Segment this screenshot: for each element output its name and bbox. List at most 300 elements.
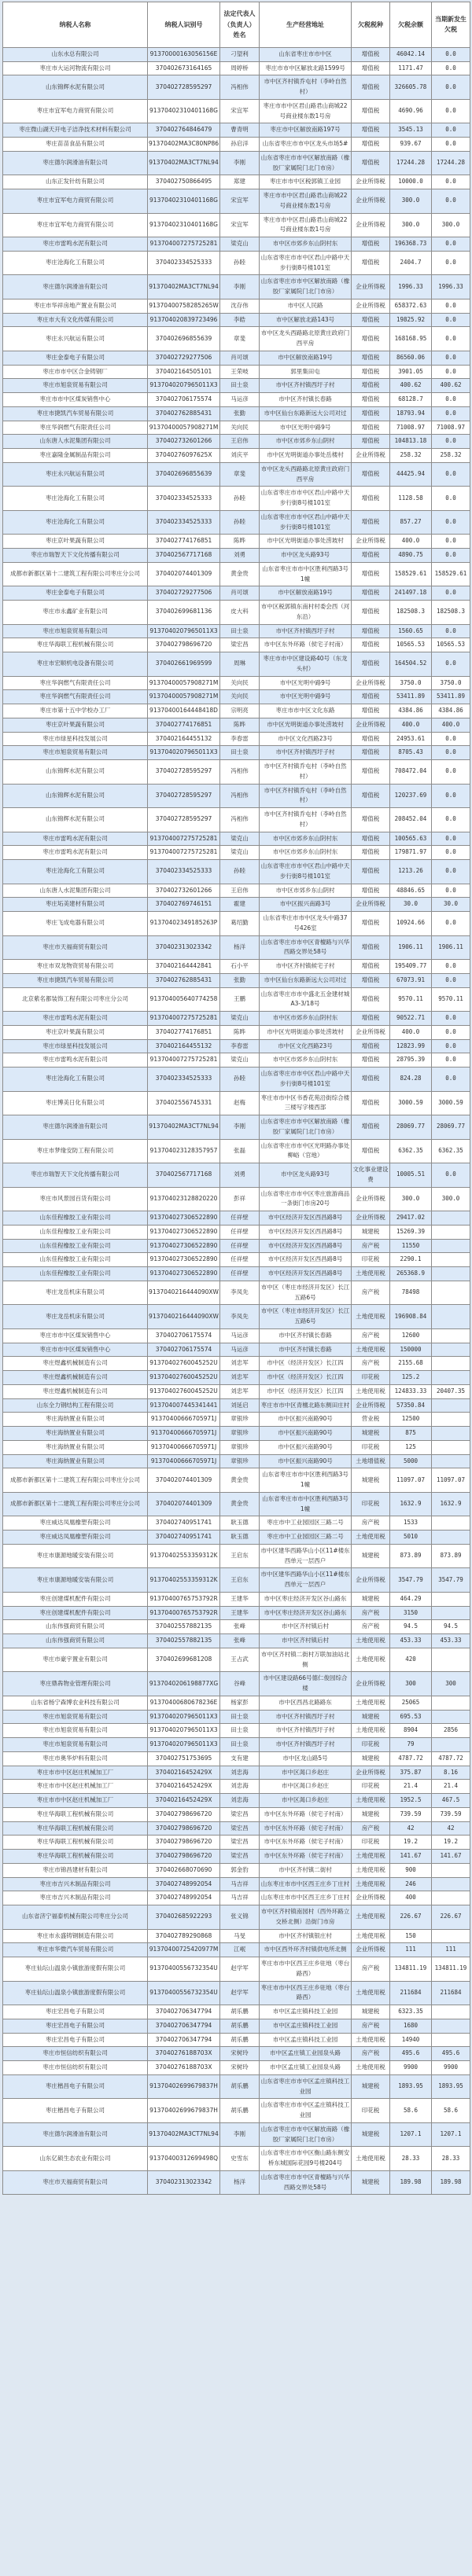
cell-address: 山东省枣庄市市中区解放南路（橡胶厂家属院门北门市房） xyxy=(260,1115,352,1140)
cell-arrears-balance: 739.59 xyxy=(390,1807,432,1821)
cell-address: 市中区孟庄镇工业园泉头路 xyxy=(260,2047,352,2061)
cell-taxpayer-name: 枣庄市豪宇置业有限公司 xyxy=(3,1648,148,1672)
cell-taxpayer-name: 枣庄飞成电器有限公司 xyxy=(3,912,148,936)
table-row xyxy=(3,1794,470,1808)
cell-new-arrears xyxy=(432,1427,470,1441)
cell-address: 山东省枣庄市市中区君山中路中天步行街8号楼101室 xyxy=(260,487,352,511)
table-row xyxy=(3,1710,470,1724)
table-row xyxy=(3,1724,470,1738)
cell-new-arrears xyxy=(432,1440,470,1454)
cell-taxpayer-name: 山东佳程橡胶工业有限公司 xyxy=(3,1253,148,1267)
cell-taxpayer-name: 山东伟强商贸有限公司 xyxy=(3,1620,148,1634)
cell-new-arrears: 9570.11 xyxy=(432,987,470,1012)
cell-arrears-balance: 19825.92 xyxy=(390,313,432,327)
cell-taxpayer-id: 9137040207965011X3 xyxy=(148,1710,220,1724)
cell-tax-type: 增值税 xyxy=(352,406,390,421)
cell-new-arrears: 226.67 xyxy=(432,1905,470,1930)
cell-arrears-balance: 495.6 xyxy=(390,2047,432,2061)
cell-taxpayer-id: 91370402760045252U xyxy=(148,1357,220,1371)
cell-taxpayer-name: 枣庄市恒信纺织有限公司 xyxy=(3,2061,148,2075)
table-row xyxy=(3,973,470,987)
cell-arrears-balance: 5000 xyxy=(390,1454,432,1468)
cell-address: 市中区齐村镇西圩子村 xyxy=(260,746,352,760)
table-row xyxy=(3,435,470,449)
cell-taxpayer-id: 91370400765753792R xyxy=(148,1606,220,1620)
cell-taxpayer-id: 370402728595297 xyxy=(148,784,220,808)
cell-taxpayer-id: 370402728595297 xyxy=(148,75,220,100)
cell-arrears-balance: 9570.11 xyxy=(390,987,432,1012)
cell-tax-type: 企业所得税 xyxy=(352,1943,390,1957)
table-row xyxy=(3,1751,470,1766)
cell-tax-type: 房产税 xyxy=(352,1957,390,1982)
cell-taxpayer-name: 枣庄沧海化工有限公司 xyxy=(3,1068,148,1092)
cell-taxpayer-id: 370402567717168 xyxy=(148,549,220,563)
cell-taxpayer-name: 枣庄德尔润滑油有限公司 xyxy=(3,151,148,175)
table-row xyxy=(3,1606,470,1620)
table-row xyxy=(3,987,470,1012)
cell-address: 市中区孟庄镇科技工业园 xyxy=(260,2033,352,2047)
cell-address: 枣庄市市中区书香花苑沿街综合楼三楼写字楼西部 xyxy=(260,1091,352,1115)
cell-taxpayer-id: 370402074401309 xyxy=(148,562,220,586)
cell-tax-type: 房产税 xyxy=(352,1239,390,1253)
cell-legal-rep: 孙启洋 xyxy=(220,138,260,152)
cell-address: 枣庄市市中区文化东路 xyxy=(260,704,352,718)
cell-legal-rep: 李凤先 xyxy=(220,1305,260,1329)
cell-taxpayer-id: 370402706347794 xyxy=(148,2019,220,2033)
cell-arrears-balance: 168168.95 xyxy=(390,327,432,351)
cell-address: 市中区齐村镇乔屯村（李岭自然村） xyxy=(260,75,352,100)
cell-address: 市中区龙头路93号 xyxy=(260,549,352,563)
cell-taxpayer-name: 枣庄煜鑫机械制造有公司 xyxy=(3,1357,148,1371)
cell-legal-rep: 皮大科 xyxy=(220,601,260,625)
cell-new-arrears xyxy=(432,1710,470,1724)
cell-taxpayer-id: 913704007275725281 xyxy=(148,832,220,846)
cell-address: 市中区龙头西路路北原黄庄政府门西平房 xyxy=(260,462,352,487)
cell-arrears-balance: 8904 xyxy=(390,1724,432,1738)
cell-tax-type: 增值税 xyxy=(352,1115,390,1140)
cell-legal-rep: 关向民 xyxy=(220,421,260,435)
cell-taxpayer-id: 91370400725420977M xyxy=(148,1943,220,1957)
cell-new-arrears: 9900 xyxy=(432,2061,470,2075)
table-row xyxy=(3,832,470,846)
cell-new-arrears xyxy=(432,1357,470,1371)
cell-legal-rep: 田士泉 xyxy=(220,1724,260,1738)
cell-taxpayer-id: 91370400765753792R xyxy=(148,1592,220,1606)
cell-new-arrears: 71008.97 xyxy=(432,421,470,435)
cell-arrears-balance: 708472.04 xyxy=(390,760,432,785)
cell-new-arrears: 0.0 xyxy=(432,652,470,677)
cell-tax-type: 印花税 xyxy=(352,1836,390,1850)
cell-taxpayer-name: 成都市新都区第十二建筑工程有限公司枣庄分公司 xyxy=(3,562,148,586)
cell-legal-rep: 梁宏昌 xyxy=(220,1850,260,1864)
cell-arrears-balance: 9900 xyxy=(390,2061,432,2075)
cell-new-arrears xyxy=(432,1328,470,1343)
cell-new-arrears: 0.0 xyxy=(432,123,470,138)
cell-legal-rep: 任祥壁 xyxy=(220,1239,260,1253)
cell-taxpayer-name: 枣庄海纳置业有限公司 xyxy=(3,1440,148,1454)
cell-tax-type: 增值税 xyxy=(352,1012,390,1026)
table-row xyxy=(3,1091,470,1115)
cell-new-arrears xyxy=(432,1531,470,1545)
cell-tax-type: 增值税 xyxy=(352,846,390,860)
cell-new-arrears xyxy=(432,1738,470,1752)
cell-address: 市中区齐村镇长春路 xyxy=(260,393,352,407)
cell-tax-type: 城建税 xyxy=(352,1427,390,1441)
cell-taxpayer-name: 枣庄市捷凯汽车贸易有限公司 xyxy=(3,973,148,987)
cell-taxpayer-name: 山东锦辉水泥有限公司 xyxy=(3,808,148,832)
cell-arrears-balance: 2404.7 xyxy=(390,251,432,275)
cell-taxpayer-id: 370402774176851 xyxy=(148,718,220,732)
cell-arrears-balance: 400.62 xyxy=(390,379,432,393)
cell-arrears-balance: 17244.28 xyxy=(390,151,432,175)
cell-taxpayer-id: 370402334525333 xyxy=(148,251,220,275)
cell-legal-rep: 梁宏昌 xyxy=(220,1821,260,1836)
cell-tax-type: 土地使用税 xyxy=(352,1905,390,1930)
cell-legal-rep: 孙睦 xyxy=(220,1068,260,1092)
cell-legal-rep: 赵梅 xyxy=(220,1091,260,1115)
cell-arrears-balance: 226.67 xyxy=(390,1905,432,1930)
cell-taxpayer-id: 370402798696720 xyxy=(148,1850,220,1864)
table-row xyxy=(3,2005,470,2019)
cell-legal-rep: 孙睦 xyxy=(220,860,260,884)
cell-taxpayer-id: 91370402760045252U xyxy=(148,1384,220,1398)
table-row xyxy=(3,175,470,189)
table-row xyxy=(3,487,470,511)
cell-tax-type: 增值税 xyxy=(352,704,390,718)
cell-arrears-balance: 141.67 xyxy=(390,1850,432,1864)
cell-arrears-balance: 1128.58 xyxy=(390,487,432,511)
cell-legal-rep: 杨洋 xyxy=(220,935,260,960)
cell-taxpayer-name: 枣庄市大运河物流有限公司 xyxy=(3,61,148,75)
cell-taxpayer-name: 山东亿硕生态农业有限公司 xyxy=(3,2147,148,2171)
cell-tax-type: 增值税 xyxy=(352,638,390,652)
cell-tax-type: 增值税 xyxy=(352,379,390,393)
cell-taxpayer-id: 370402732601266 xyxy=(148,884,220,898)
table-row xyxy=(3,2061,470,2075)
cell-taxpayer-id: 913704007275725281 xyxy=(148,1012,220,1026)
cell-address: 市中区解放北路143号 xyxy=(260,313,352,327)
cell-address: 市中区（经济开发区）长江四 xyxy=(260,1357,352,1371)
cell-new-arrears xyxy=(432,1211,470,1226)
cell-legal-rep: 梁宏昌 xyxy=(220,1807,260,1821)
cell-taxpayer-name: 枣庄华海联工程机械有限公司 xyxy=(3,638,148,652)
cell-legal-rep: 刘勇 xyxy=(220,1163,260,1188)
cell-arrears-balance: 857.27 xyxy=(390,510,432,535)
cell-new-arrears: 58.6 xyxy=(432,2099,470,2123)
cell-legal-rep: 胡乐鹏 xyxy=(220,2019,260,2033)
cell-address: 市中区东外环路（侯宅子村南） xyxy=(260,1850,352,1864)
cell-address: 市中区（经济开发区）长江四 xyxy=(260,1371,352,1385)
table-row xyxy=(3,884,470,898)
cell-taxpayer-name: 枣庄永兴航运有限公司 xyxy=(3,327,148,351)
cell-taxpayer-id: 91370402MA3CT7NL94 xyxy=(148,275,220,299)
cell-legal-rep: 张磊 xyxy=(220,1139,260,1163)
cell-taxpayer-name: 枣庄市天福商贸有限公司 xyxy=(3,2170,148,2195)
table-row xyxy=(3,2047,470,2061)
cell-new-arrears: 0.0 xyxy=(432,1025,470,1039)
cell-new-arrears: 0.0 xyxy=(432,624,470,638)
cell-tax-type: 房产税 xyxy=(352,1606,390,1620)
table-row xyxy=(3,99,470,123)
cell-legal-rep: 曹青明 xyxy=(220,123,260,138)
cell-tax-type: 文化事业建设费 xyxy=(352,1163,390,1188)
table-row xyxy=(3,935,470,960)
table-row xyxy=(3,1267,470,1281)
table-row xyxy=(3,601,470,625)
cell-new-arrears xyxy=(432,1413,470,1427)
cell-arrears-balance: 3545.13 xyxy=(390,123,432,138)
cell-tax-type: 土地增值税 xyxy=(352,1454,390,1468)
table-row xyxy=(3,1891,470,1905)
cell-taxpayer-id: 370402557882135 xyxy=(148,1620,220,1634)
cell-arrears-balance: 12600 xyxy=(390,1328,432,1343)
cell-taxpayer-id: 370402798696720 xyxy=(148,1821,220,1836)
cell-tax-type: 印花税 xyxy=(352,1253,390,1267)
cell-address: 郭里集田屯 xyxy=(260,365,352,379)
cell-taxpayer-name: 枣庄威达凤凰橡塑有限公司 xyxy=(3,1531,148,1545)
cell-tax-type: 土地使用税 xyxy=(352,2061,390,2075)
cell-taxpayer-id: 37040216452429X xyxy=(148,1780,220,1794)
cell-legal-rep: 刘忠海 xyxy=(220,1780,260,1794)
cell-taxpayer-name: 枣庄市宜军电力商贸有限公司 xyxy=(3,99,148,123)
cell-address: 市中区解放南路19号 xyxy=(260,351,352,365)
cell-tax-type: 增值税 xyxy=(352,784,390,808)
cell-arrears-balance: 464.29 xyxy=(390,1592,432,1606)
cell-taxpayer-name: 枣庄市绿星科技发展公司 xyxy=(3,1039,148,1053)
cell-address: 山东省枣庄市市中区胜利西路3号1幢 xyxy=(260,1468,352,1493)
cell-taxpayer-id: 370402748992054 xyxy=(148,1877,220,1891)
table-row xyxy=(3,449,470,463)
cell-legal-rep: 章斐 xyxy=(220,327,260,351)
cell-arrears-balance: 12500 xyxy=(390,1413,432,1427)
cell-legal-rep: 宗明亮 xyxy=(220,704,260,718)
cell-arrears-balance: 3901.05 xyxy=(390,365,432,379)
cell-new-arrears: 28.33 xyxy=(432,2147,470,2171)
cell-tax-type: 增值税 xyxy=(352,313,390,327)
cell-tax-type: 增值税 xyxy=(352,487,390,511)
cell-address: 市中区市郊乡东山阴村东 xyxy=(260,1012,352,1026)
cell-legal-rep: 冯相伟 xyxy=(220,760,260,785)
cell-legal-rep: 王建华 xyxy=(220,1592,260,1606)
cell-taxpayer-id: 370402696855639 xyxy=(148,462,220,487)
cell-new-arrears xyxy=(432,1516,470,1531)
cell-tax-type: 增值税 xyxy=(352,1068,390,1092)
table-row xyxy=(3,2074,470,2099)
cell-taxpayer-id: 370402706175574 xyxy=(148,1328,220,1343)
cell-new-arrears: 1996.33 xyxy=(432,275,470,299)
cell-taxpayer-name: 枣庄市瑞智天下文化传播有限公司 xyxy=(3,549,148,563)
cell-taxpayer-name: 枣庄宏昌电子有限公司 xyxy=(3,2019,148,2033)
cell-tax-type: 土地使用税 xyxy=(352,1305,390,1329)
cell-arrears-balance: 24953.61 xyxy=(390,732,432,746)
cell-tax-type: 土地使用税 xyxy=(352,1794,390,1808)
table-row xyxy=(3,1766,470,1780)
cell-legal-rep: 梁克山 xyxy=(220,1053,260,1068)
table-row xyxy=(3,313,470,327)
cell-address: 山东省枣庄市市中区君山中路中天步行街8号楼101室 xyxy=(260,510,352,535)
table-row xyxy=(3,1531,470,1545)
cell-taxpayer-id: 913704007275725281 xyxy=(148,237,220,252)
cell-taxpayer-name: 枣庄市雷鸣水泥有限公司 xyxy=(3,846,148,860)
cell-taxpayer-id: 370402751753695 xyxy=(148,1751,220,1766)
cell-legal-rep: 李刚 xyxy=(220,2122,260,2147)
cell-address: 市中区齐村镇西圩子村 xyxy=(260,1738,352,1752)
cell-new-arrears: 28069.77 xyxy=(432,1115,470,1140)
cell-tax-type: 增值税 xyxy=(352,462,390,487)
cell-legal-rep: 周婷桥 xyxy=(220,61,260,75)
cell-tax-type: 房产税 xyxy=(352,2047,390,2061)
cell-new-arrears: 211684 xyxy=(432,1981,470,2005)
cell-address: 市中区光明中路9号 xyxy=(260,676,352,690)
cell-taxpayer-name: 山东唐人水泥集团有限公司 xyxy=(3,884,148,898)
cell-legal-rep: 冯相伟 xyxy=(220,784,260,808)
cell-taxpayer-id: 91370400666705971J xyxy=(148,1454,220,1468)
table-body xyxy=(3,47,470,2195)
cell-taxpayer-id: 370402728595297 xyxy=(148,808,220,832)
cell-taxpayer-id: 9137040207965011X3 xyxy=(148,1724,220,1738)
table-row xyxy=(3,1492,470,1516)
cell-arrears-balance: 104813.18 xyxy=(390,435,432,449)
cell-legal-rep: 王建华 xyxy=(220,1606,260,1620)
cell-taxpayer-name: 山东佳程橡胶工业有限公司 xyxy=(3,1211,148,1226)
cell-taxpayer-id: 9137040207965011X3 xyxy=(148,746,220,760)
cell-arrears-balance: 4384.86 xyxy=(390,704,432,718)
cell-new-arrears: 4384.86 xyxy=(432,704,470,718)
cell-address: 山东省枣庄市市中盛北五金建材城A3-3/18号 xyxy=(260,987,352,1012)
cell-address: 市中区东外环路（侯宅子村南） xyxy=(260,1821,352,1836)
cell-address: 枣庄市市中区税郭镇工业园 xyxy=(260,175,352,189)
cell-new-arrears: 111 xyxy=(432,1943,470,1957)
cell-taxpayer-name: 山东省济宁福泰机械有限公司枣庄分公司 xyxy=(3,1905,148,1930)
cell-tax-type: 增值税 xyxy=(352,99,390,123)
cell-taxpayer-name: 成都市新都区第十二建筑工程有限公司枣庄分公司 xyxy=(3,1468,148,1493)
cell-taxpayer-name: 枣庄市旭泉贸易有限公司 xyxy=(3,1738,148,1752)
cell-tax-type: 增值税 xyxy=(352,624,390,638)
cell-arrears-balance: 211684 xyxy=(390,1981,432,2005)
cell-taxpayer-id: 91370402553359312K xyxy=(148,1544,220,1568)
cell-address: 市中区建华西路华山小区11#楼东西单元一层西户 xyxy=(260,1544,352,1568)
cell-taxpayer-name: 枣庄龙岳机床有限公司 xyxy=(3,1305,148,1329)
cell-address: 山东省枣庄市市中区 xyxy=(260,47,352,61)
cell-taxpayer-id: 370402729277506 xyxy=(148,586,220,601)
cell-tax-type: 增值税 xyxy=(352,75,390,100)
cell-taxpayer-id: 91370000163056156E xyxy=(148,47,220,61)
cell-legal-rep: 耿玉德 xyxy=(220,1531,260,1545)
cell-address: 枣庄市中工业园园区三路二号 xyxy=(260,1531,352,1545)
cell-tax-type: 增值税 xyxy=(352,1091,390,1115)
table-row xyxy=(3,1305,470,1329)
cell-arrears-balance: 1207.1 xyxy=(390,2122,432,2147)
cell-arrears-balance: 10005.51 xyxy=(390,1163,432,1188)
cell-tax-type: 增值税 xyxy=(352,123,390,138)
cell-new-arrears: 6362.35 xyxy=(432,1139,470,1163)
cell-new-arrears: 0.0 xyxy=(432,912,470,936)
table-row xyxy=(3,652,470,677)
cell-new-arrears: 0.0 xyxy=(432,313,470,327)
table-row xyxy=(3,1981,470,2005)
cell-address: 市中区龙山路5号 xyxy=(260,1751,352,1766)
cell-taxpayer-id: 91370402760045252U xyxy=(148,1371,220,1385)
cell-address: 市中区齐村镇银庄村 xyxy=(260,1929,352,1943)
cell-tax-type: 土地使用税 xyxy=(352,1343,390,1357)
cell-address: 市中区光明街道办事处岳楼村 xyxy=(260,449,352,463)
cell-arrears-balance: 124833.33 xyxy=(390,1384,432,1398)
cell-tax-type: 企业所得税 xyxy=(352,275,390,299)
cell-arrears-balance: 150 xyxy=(390,1929,432,1943)
cell-legal-rep: 刁望利 xyxy=(220,47,260,61)
cell-address: 山东省枣庄市市中区君山中路中天步行街8号楼101室 xyxy=(260,1068,352,1092)
cell-taxpayer-name: 枣庄宏昌电子有限公司 xyxy=(3,2033,148,2047)
cell-arrears-balance: 4890.75 xyxy=(390,549,432,563)
cell-new-arrears: 0.0 xyxy=(432,435,470,449)
cell-new-arrears: 873.89 xyxy=(432,1544,470,1568)
cell-taxpayer-id: 91370400666705971J xyxy=(148,1413,220,1427)
cell-arrears-balance: 11097.07 xyxy=(390,1468,432,1493)
cell-arrears-balance: 196908.84 xyxy=(390,1305,432,1329)
cell-taxpayer-id: 9137040206198877XG xyxy=(148,1672,220,1696)
cell-legal-rep: 肖可颂 xyxy=(220,351,260,365)
cell-arrears-balance: 3150 xyxy=(390,1606,432,1620)
cell-new-arrears: 0.0 xyxy=(432,884,470,898)
cell-legal-rep: 黄金贵 xyxy=(220,1468,260,1493)
cell-new-arrears: 189.98 xyxy=(432,2170,470,2195)
cell-new-arrears: 1906.11 xyxy=(432,935,470,960)
cell-tax-type: 增值税 xyxy=(352,884,390,898)
cell-tax-type: 增值税 xyxy=(352,935,390,960)
cell-tax-type: 土地使用税 xyxy=(352,1648,390,1672)
cell-arrears-balance: 258.32 xyxy=(390,449,432,463)
cell-new-arrears xyxy=(432,2033,470,2047)
cell-tax-type: 增值税 xyxy=(352,138,390,152)
cell-arrears-balance: 900 xyxy=(390,1863,432,1877)
cell-legal-rep: 支有建 xyxy=(220,1751,260,1766)
cell-taxpayer-name: 山东锦辉水泥有限公司 xyxy=(3,75,148,100)
cell-new-arrears: 0.0 xyxy=(432,47,470,61)
cell-new-arrears xyxy=(432,1877,470,1891)
cell-taxpayer-id: 370402748992054 xyxy=(148,1891,220,1905)
cell-taxpayer-id: 370402164455132 xyxy=(148,1039,220,1053)
cell-arrears-balance: 18793.94 xyxy=(390,406,432,421)
cell-arrears-balance: 1680 xyxy=(390,2019,432,2033)
table-row xyxy=(3,1738,470,1752)
header-row xyxy=(3,2,470,48)
table-row xyxy=(3,676,470,690)
cell-arrears-balance: 1533 xyxy=(390,1516,432,1531)
cell-taxpayer-name: 枣庄市双龙物资贸易有限公司 xyxy=(3,960,148,974)
cell-tax-type: 土地使用税 xyxy=(352,1267,390,1281)
cell-taxpayer-name: 枣庄创建煤机配件有限公司 xyxy=(3,1606,148,1620)
cell-arrears-balance: 53411.89 xyxy=(390,690,432,704)
cell-arrears-balance: 42 xyxy=(390,1821,432,1836)
cell-address: 枣庄市市中区西王庄乡驻地（枣台路西） xyxy=(260,1957,352,1982)
cell-taxpayer-name: 枣庄市旭泉贸易有限公司 xyxy=(3,379,148,393)
cell-legal-rep: 任祥壁 xyxy=(220,1225,260,1239)
table-row xyxy=(3,1516,470,1531)
table-row xyxy=(3,2170,470,2195)
cell-new-arrears: 3547.79 xyxy=(432,1568,470,1593)
cell-taxpayer-id: 370402661969599 xyxy=(148,652,220,677)
cell-new-arrears: 0.0 xyxy=(432,1068,470,1092)
cell-legal-rep: 陈晔 xyxy=(220,1025,260,1039)
cell-tax-type: 增值税 xyxy=(352,351,390,365)
table-row xyxy=(3,1468,470,1493)
cell-legal-rep: 马旻 xyxy=(220,1929,260,1943)
cell-address: 市中区渴口乡赵庄 xyxy=(260,1766,352,1780)
cell-arrears-balance: 3750.0 xyxy=(390,676,432,690)
cell-tax-type: 企业所得税 xyxy=(352,299,390,313)
table-row xyxy=(3,213,470,237)
cell-taxpayer-id: 9137040216444090XW xyxy=(148,1281,220,1305)
